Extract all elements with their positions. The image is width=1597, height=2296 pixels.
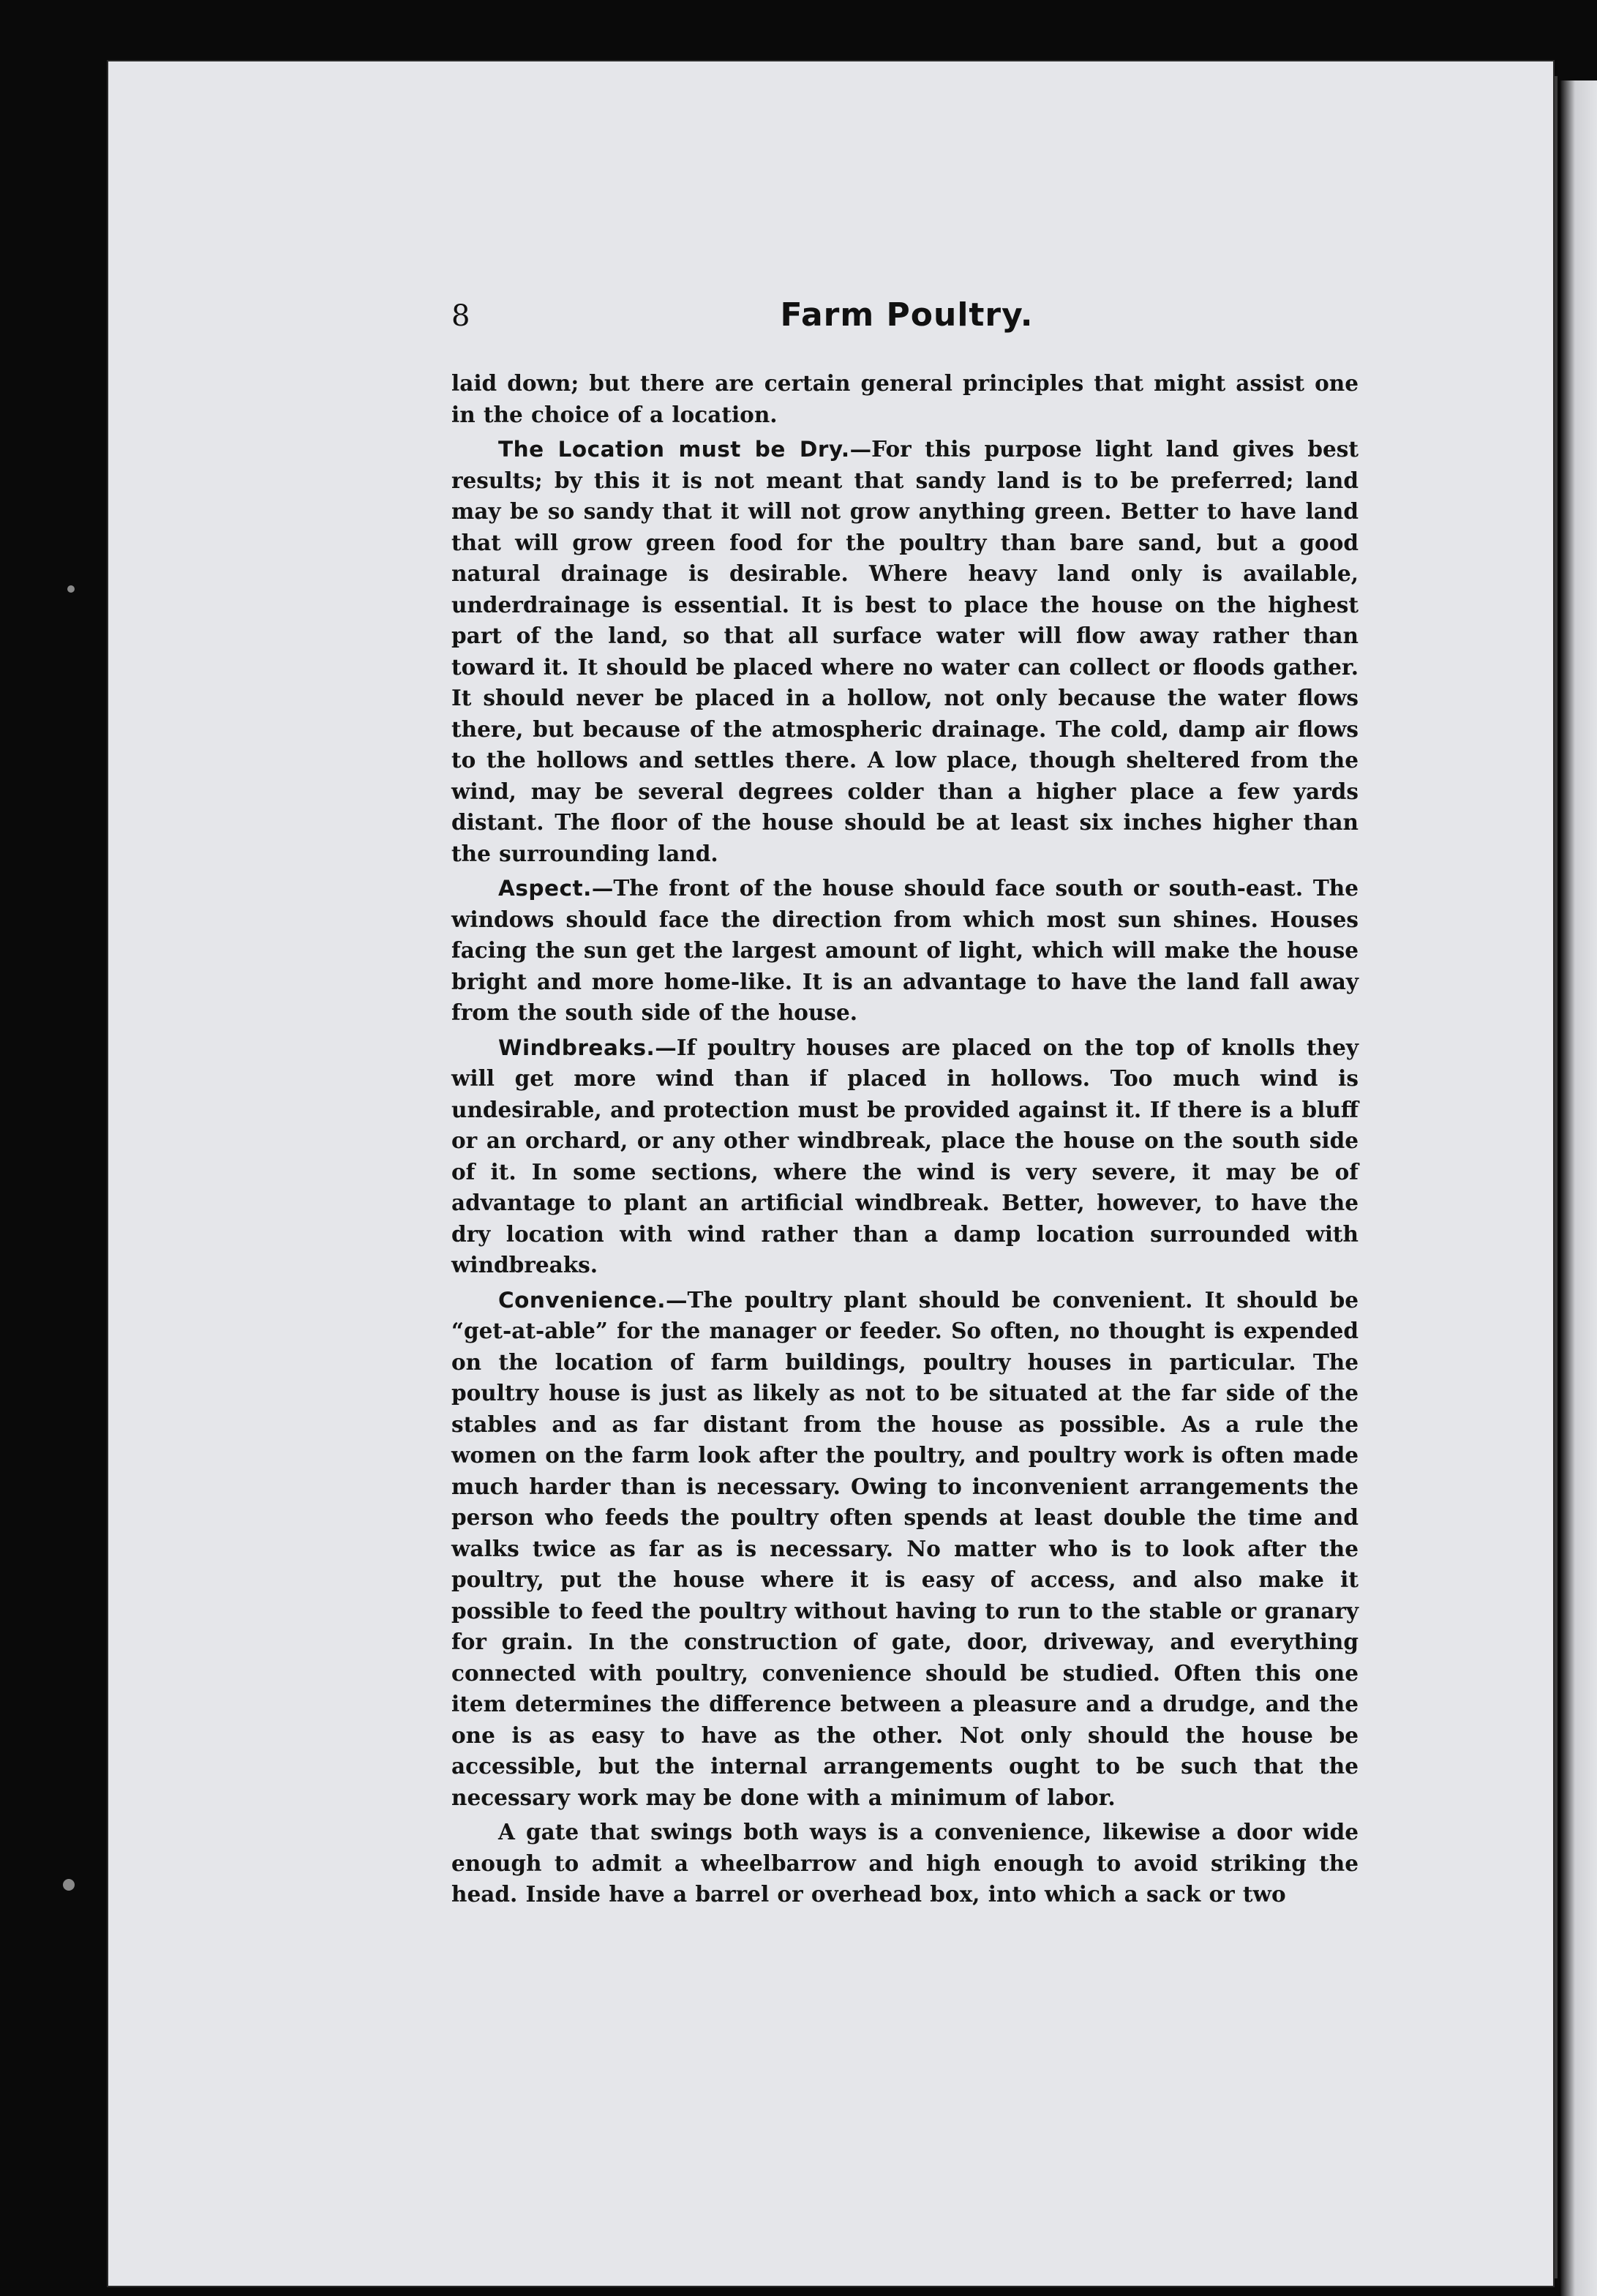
paragraph-text: —The front of the house should face south or south-east. The windows should face the direction from which most sun shines. Houses facing the sun get the largest amount of light, which will make the house bright and more home-like. It is an advantage to have the land fall away from the south side of the house.: [451, 875, 1359, 1025]
paragraph: [451, 1032, 1359, 1281]
scan-speck: [63, 1879, 75, 1891]
section-heading: Aspect.: [498, 876, 592, 901]
section-heading: Convenience.: [498, 1287, 666, 1313]
scan-speck: [67, 585, 75, 593]
page-header: [451, 296, 1362, 340]
adjacent-page-edge: [1560, 80, 1597, 2296]
paragraph-text: —If poultry houses are placed on the top of knolls they will get more wind than if placed in hollows. Too much wind is undesirable, and protection must be provided against it. If there is a bluff or an orchard, or any other windbreak, place the house on the south side of it. In some sections, where the wind is very severe, it may be of advantage to plant an artificial windbreak. Better, however, to have the dry location with wind rather than a damp location surrounded with windbreaks.: [451, 1034, 1359, 1278]
paragraph: [451, 1285, 1359, 1814]
paragraph-text: A gate that swings both ways is a convenience, likewise a door wide enough to admit a wheelbarrow and high enough to avoid striking the head. Inside have a barrel or overhead box, into which a sack or two: [451, 1819, 1359, 1907]
paragraph-text: —For this purpose light land gives best results; by this it is not meant that sandy land is to be preferred; land may be so sandy that it will not grow anything green. Better to have land that will grow green food for the poultry than bare sand, but a good natural drainage is desirable. Where heavy land only is available, underdrainage is essential. It is best to place the house on the highest part of the land, so that all surface water will flow away rather than toward it. It should be placed where no water can collect or floods gather. It should never be placed in a hollow, not only because the water flows there, but because of the atmospheric drainage. The cold, damp air flows to the hollows and settles there. A low place, though sheltered from the wind, may be several degrees colder than a higher place a few yards distant. The floor of the house should be at least six inches higher than the surrounding land.: [451, 436, 1359, 866]
paragraph: [451, 1817, 1359, 1910]
paragraph: [451, 434, 1359, 869]
paragraph-text: —The poultry plant should be convenient. It should be “get-at-able” for the manager or feeder. So often, no thought is expended on the location of farm buildings, poultry houses in particular. The poultry house is just as likely as not to be situated at the far side of the stables and as far distant from the house as possible. As a rule the women on the farm look after the poultry, and poultry work is often made much harder than is necessary. Owing to inconvenient arrangements the person who feeds the poultry often spends at least double the time and walks twice as far as is necessary. No matter who is to look after the poultry, put the house where it is easy of access, and also make it possible to feed the poultry without having to run to the stable or granary for grain. In the construction of gate, door, driveway, and everything connected with poultry, convenience should be studied. Often this one item determines the difference between a pleasure and a drudge, and the one is as easy to have as the other. Not only should the house be accessible, but the internal arrangements ought to be such that the necessary work may be done with a minimum of labor.: [451, 1286, 1359, 1810]
paragraph: [451, 873, 1359, 1029]
section-heading: The Location must be Dry.: [498, 437, 850, 462]
section-heading: Windbreaks.: [498, 1035, 655, 1060]
page-number: 8: [451, 299, 470, 333]
running-title: Farm Poultry.: [780, 296, 1034, 334]
paragraph-text: laid down; but there are certain general principles that might assist one in the choice of a location.: [451, 370, 1359, 427]
paragraph: [451, 368, 1359, 430]
body-text: [451, 368, 1359, 1914]
